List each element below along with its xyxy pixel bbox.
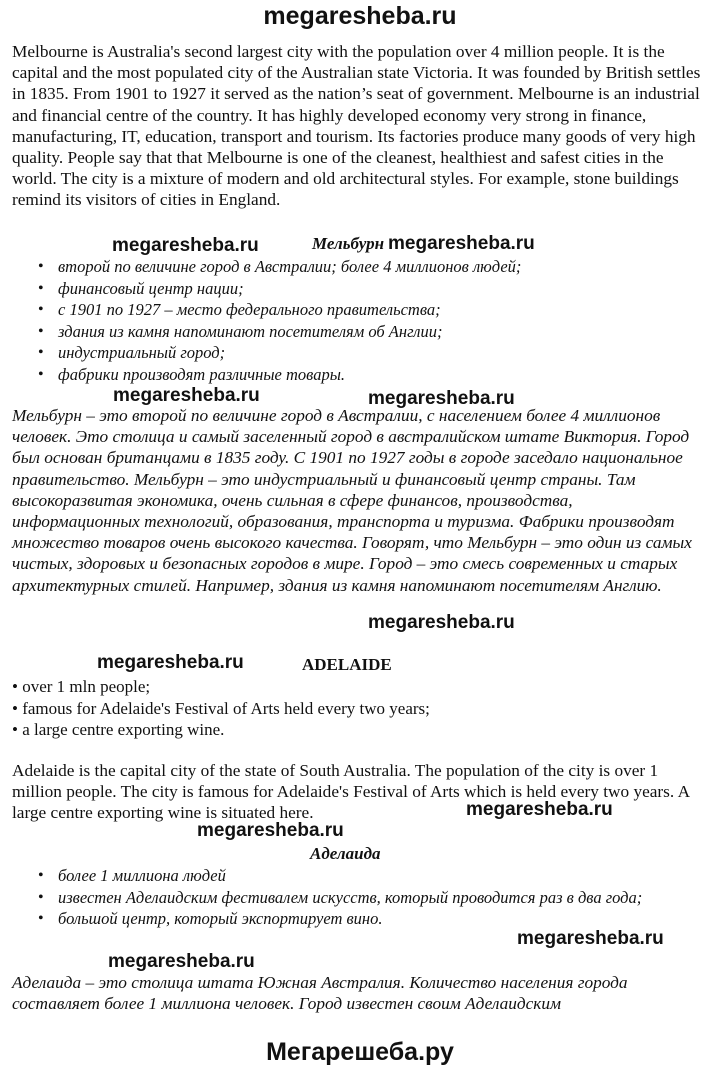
watermark-text: megaresheba.ru: [97, 652, 244, 673]
list-item: • второй по величине город в Австралии; более 4 миллионов людей;: [30, 256, 690, 278]
watermark-text: megaresheba.ru: [466, 799, 613, 820]
adelaide-facts-list: [12, 676, 704, 741]
list-item: • famous for Adelaide's Festival of Arts held every two years;: [12, 698, 430, 718]
adelaide-ru-title: Аделаида: [310, 844, 381, 863]
watermark-text: megaresheba.ru: [368, 388, 515, 409]
list-item: • финансовый центр нации;: [30, 278, 690, 300]
watermark-text: megaresheba.ru: [388, 233, 535, 254]
watermark-text: megaresheba.ru: [112, 235, 259, 256]
site-footer-title: Мегарешеба.ру: [266, 1038, 454, 1066]
watermark-text: megaresheba.ru: [113, 385, 260, 406]
melbourne-ru-title: Мельбурн: [312, 234, 385, 253]
watermark-text: megaresheba.ru: [368, 612, 515, 633]
melbourne-english-paragraph: Melbourne is Australia's second largest city with the population over 4 million people. It is the capital and the most populated city of the Australian state Victoria. It was founded by British settles in 1835. From 1901 to 1927 it served as the nation’s seat of government. Melbourne is an industrial and financial centre of the country. It has highly developed economy very strong in finance, manufacturing, IT, education, transport and tourism. Its factories produce many goods of very high quality. People say that that Melbourne is one of the cleanest, healthiest and safest cities in the world. The city is a mixture of modern and old architectural styles. For example, stone buildings remind its visitors of cities in England.: [12, 42, 701, 210]
watermark-text: megaresheba.ru: [108, 951, 255, 972]
list-item: • over 1 mln people;: [12, 677, 151, 696]
list-item: • большой центр, который экспортирует вино.: [30, 908, 690, 930]
list-item: • a large centre exporting wine.: [12, 720, 225, 739]
melbourne-ru-bullet-list: [30, 256, 690, 386]
adelaide-title: ADELAIDE: [302, 655, 392, 674]
watermark-text: megaresheba.ru: [517, 928, 664, 949]
list-item: • здания из камня напоминают посетителям об Англии;: [30, 321, 690, 343]
list-item: • более 1 миллиона людей: [30, 865, 690, 887]
list-item: • известен Аделаидским фестивалем искусств, который проводится раз в два года;: [30, 887, 690, 909]
adelaide-english-paragraph: Adelaide is the capital city of the state of South Australia. The population of the city is over 1 million people. The city is famous for Adelaide's Festival of Arts which is held every two years. A large centre exporting wine is situated here.: [12, 761, 690, 823]
site-header-title: megaresheba.ru: [263, 2, 457, 30]
list-item: • фабрики производят различные товары.: [30, 364, 690, 386]
list-item: • индустриальный город;: [30, 342, 690, 364]
list-item: • с 1901 по 1927 – место федерального правительства;: [30, 299, 690, 321]
melbourne-ru-paragraph: Мельбурн – это второй по величине город в Австралии, с населением более 4 миллионов человек. Это столица и самый заселенный город в австралийском штате Виктория. Город был основан британцами в 1835 году. С 1901 по 1927 годы в городе заседало национальное правительство. Мельбурн – это индустриальный и финансовый центр страны. Там высокоразвитая экономика, очень сильная в сфере финансов, производства, информационных технологий, образования, транспорта и туризма. Фабрики производят множество товаров очень высокого качества. Говорят, что Мельбурн – это один из самых чистых, здоровых и безопасных городов в мире. Город – это смесь современных и старых архитектурных стилей. Например, здания из камня напоминают посетителям Англию.: [12, 406, 692, 595]
adelaide-ru-paragraph: Аделаида – это столица штата Южная Австралия. Количество населения города составляет более 1 миллиона человек. Город известен своим Аделаидским: [12, 973, 628, 1014]
adelaide-ru-bullet-list: [30, 865, 690, 930]
watermark-text: megaresheba.ru: [197, 820, 344, 841]
